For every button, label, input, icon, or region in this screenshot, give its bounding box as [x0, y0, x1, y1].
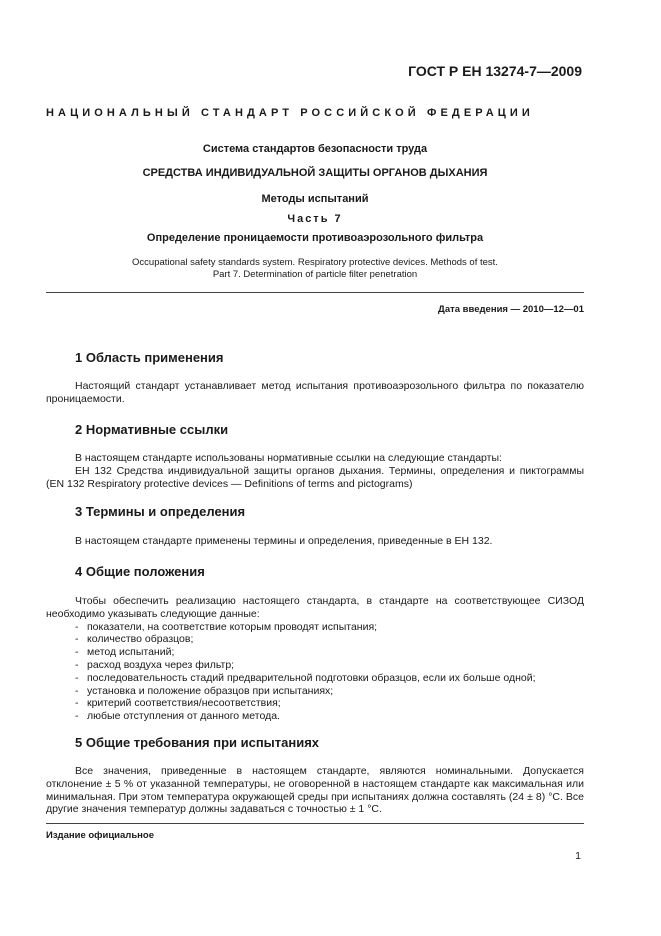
national-standard-banner: НАЦИОНАЛЬНЫЙ СТАНДАРТ РОССИЙСКОЙ ФЕДЕРАЦИИ	[46, 107, 534, 119]
document-code: ГОСТ Р ЕН 13274-7—2009	[408, 63, 582, 79]
section-general-test-requirements	[46, 735, 584, 816]
section-paragraph: В настоящем стандарте использованы нормативные ссылки на следующие стандарты:	[75, 452, 502, 464]
main-title: СРЕДСТВА ИНДИВИДУАЛЬНОЙ ЗАЩИТЫ ОРГАНОВ ДЫХАНИЯ	[142, 167, 488, 179]
header-divider	[46, 292, 584, 293]
list-item: - критерий соответствия/несоответствия;	[75, 697, 281, 710]
section-scope	[46, 350, 584, 406]
list-item: - метод испытаний;	[75, 646, 175, 659]
list-item: - установка и положение образцов при испытаниях;	[75, 684, 334, 697]
english-title-line-1: Occupational safety standards system. Respiratory protective devices. Methods of test.	[132, 257, 498, 268]
footer-divider	[46, 823, 584, 824]
section-heading: 3 Термины и определения	[75, 504, 246, 519]
introduction-date: Дата введения — 2010—12—01	[438, 304, 584, 315]
section-paragraph: В настоящем стандарте применены термины и определения, приведенные в ЕН 132.	[75, 535, 493, 547]
list-marker: -	[75, 671, 79, 684]
official-edition-label: Издание официальное	[46, 830, 154, 841]
list-marker: -	[75, 633, 79, 646]
section-heading: 1 Область применения	[75, 350, 224, 365]
section-general-provisions	[46, 564, 584, 723]
list-item: - расход воздуха через фильтр;	[75, 658, 235, 671]
section-terms-definitions	[46, 504, 584, 548]
list-item: - показатели, на соответствие которым проводят испытания;	[75, 620, 378, 633]
methods-title: Методы испытаний	[261, 193, 369, 205]
page-number: 1	[575, 850, 581, 862]
list-marker: -	[75, 684, 79, 697]
system-title: Система стандартов безопасности труда	[202, 143, 428, 155]
section-paragraph: ЕН 132 Средства индивидуальной защиты органов дыхания. Термины, определения и пиктограммы (EN 132 Respiratory protective devices — Definitions of terms and pictograms)	[46, 464, 584, 490]
list-marker: -	[75, 646, 79, 659]
section-heading: 4 Общие положения	[75, 564, 205, 579]
list-item: - количество образцов;	[75, 633, 194, 646]
section-paragraph: Настоящий стандарт устанавливает метод испытания противоаэрозольного фильтра по показателю проницаемости.	[46, 380, 584, 405]
section-heading: 5 Общие требования при испытаниях	[75, 735, 320, 750]
list-marker: -	[75, 620, 79, 633]
section-paragraph: Чтобы обеспечить реализацию настоящего стандарта, в стандарте на соответствующее СИЗОД необходимо указывать следующие данные:	[46, 595, 584, 620]
requirements-list	[46, 621, 584, 723]
list-marker: -	[75, 658, 79, 671]
part-title: Часть 7	[287, 213, 343, 225]
section-normative-references	[46, 422, 584, 490]
section-paragraph: Все значения, приведенные в настоящем стандарте, являются номинальными. Допускается отклонение ± 5 % от указанной температуры, не оговоренной в настоящем стандарте как максимальная или минимальная. При этом температура окружающей среды при испытаниях должна составлять (24 ± 8) °С. Все другие значения температур должны задаваться с точностью ± 1 °С.	[46, 765, 584, 816]
section-heading: 2 Нормативные ссылки	[75, 422, 229, 437]
definition-title: Определение проницаемости противоаэрозольного фильтра	[146, 232, 484, 244]
english-title-line-2: Part 7. Determination of particle filter penetration	[212, 269, 418, 280]
list-item: - любые отступления от данного метода.	[75, 710, 280, 723]
list-item: - последовательность стадий предварительной подготовки образцов, если их больше одной;	[75, 671, 536, 684]
list-marker: -	[75, 697, 79, 710]
list-marker: -	[75, 710, 79, 723]
